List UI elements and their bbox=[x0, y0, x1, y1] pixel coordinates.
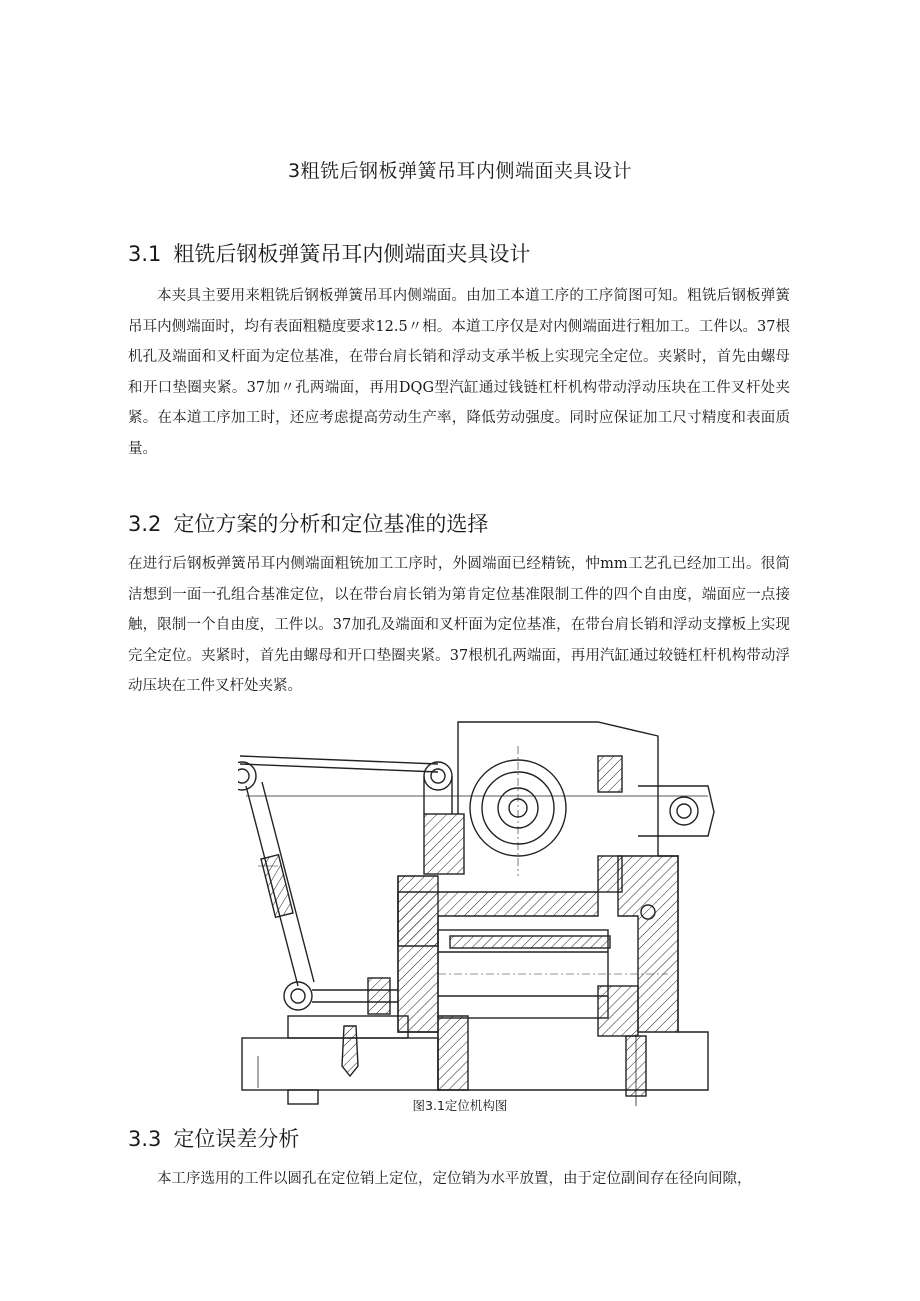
section-paragraph-3-1: 本夹具主要用来粗铣后钢板弹簧吊耳内侧端面。由加工本道工序的工序简图可知。粗铣后钢板弹簧吊耳内侧端面时，均有表面粗糙度要求12.5〃相。本道工序仅是对内侧端面进行粗加工。工件以。37根机孔及端面和叉杆面为定位基准，在带台肩长销和浮动支承半板上实现完全定位。夹紧时，首先由螺母和开口垫圈夹紧。37加〃孔两端面，再用DQG型汽缸通过钱链杠杆机构带动浮动压块在工件叉杆处夹紧。在本道工序加工时，还应考虑提高劳动生产率，降低劳动强度。同时应保证加工尺寸精度和表面质量。 bbox=[128, 288, 790, 457]
section-heading-3-1 bbox=[128, 238, 530, 268]
chapter-title: 3粗铣后钢板弹簧吊耳内侧端面夹具设计 bbox=[287, 160, 633, 182]
section-paragraph-3-3: 本工序选用的工件以圆孔在定位销上定位，定位销为水平放置，由于定位副间存在径向间隙， bbox=[157, 1171, 752, 1187]
left-pivot-circle bbox=[238, 762, 256, 790]
section-number: 3.2 bbox=[128, 512, 162, 536]
right-lever bbox=[638, 786, 714, 836]
figure-caption: 图3.1定位机构图 bbox=[412, 1098, 508, 1113]
top-link-bar bbox=[240, 756, 438, 764]
section-paragraph-3-2: 在进行后钢板弹簧吊耳内侧端面粗铳加工工序时，外圆端面已经精铳，忡mm工艺孔已经加工出。很简洁想到一面一孔组合基准定位，以在带台肩长销为第肯定位基准限制工件的四个自由度，端面应一点接触，限制一个自由度，工件以。37加孔及端面和叉杆面为定位基准，在带台肩长销和浮动支撑板上实现完全定位。夹紧时，首先由螺母和开口垫圈夹紧。37根机孔两端面，再用汽缸通过较链杠杆机构带动浮动压块在工件叉杆处夹紧。 bbox=[128, 556, 790, 694]
base-plate bbox=[242, 1038, 438, 1090]
section-heading-3-3 bbox=[128, 1123, 299, 1153]
section-heading-3-2 bbox=[128, 508, 488, 538]
section-title: 定位方案的分析和定位基准的选择 bbox=[173, 512, 489, 536]
section-number: 3.1 bbox=[128, 242, 162, 266]
fixture-mechanism-drawing bbox=[238, 716, 718, 1110]
fixture-drawing-figure bbox=[238, 716, 718, 1110]
section-title: 定位误差分析 bbox=[173, 1127, 300, 1151]
section-number: 3.3 bbox=[128, 1127, 162, 1151]
section-title: 粗铣后钢板弹簧吊耳内侧端面夹具设计 bbox=[173, 242, 531, 266]
